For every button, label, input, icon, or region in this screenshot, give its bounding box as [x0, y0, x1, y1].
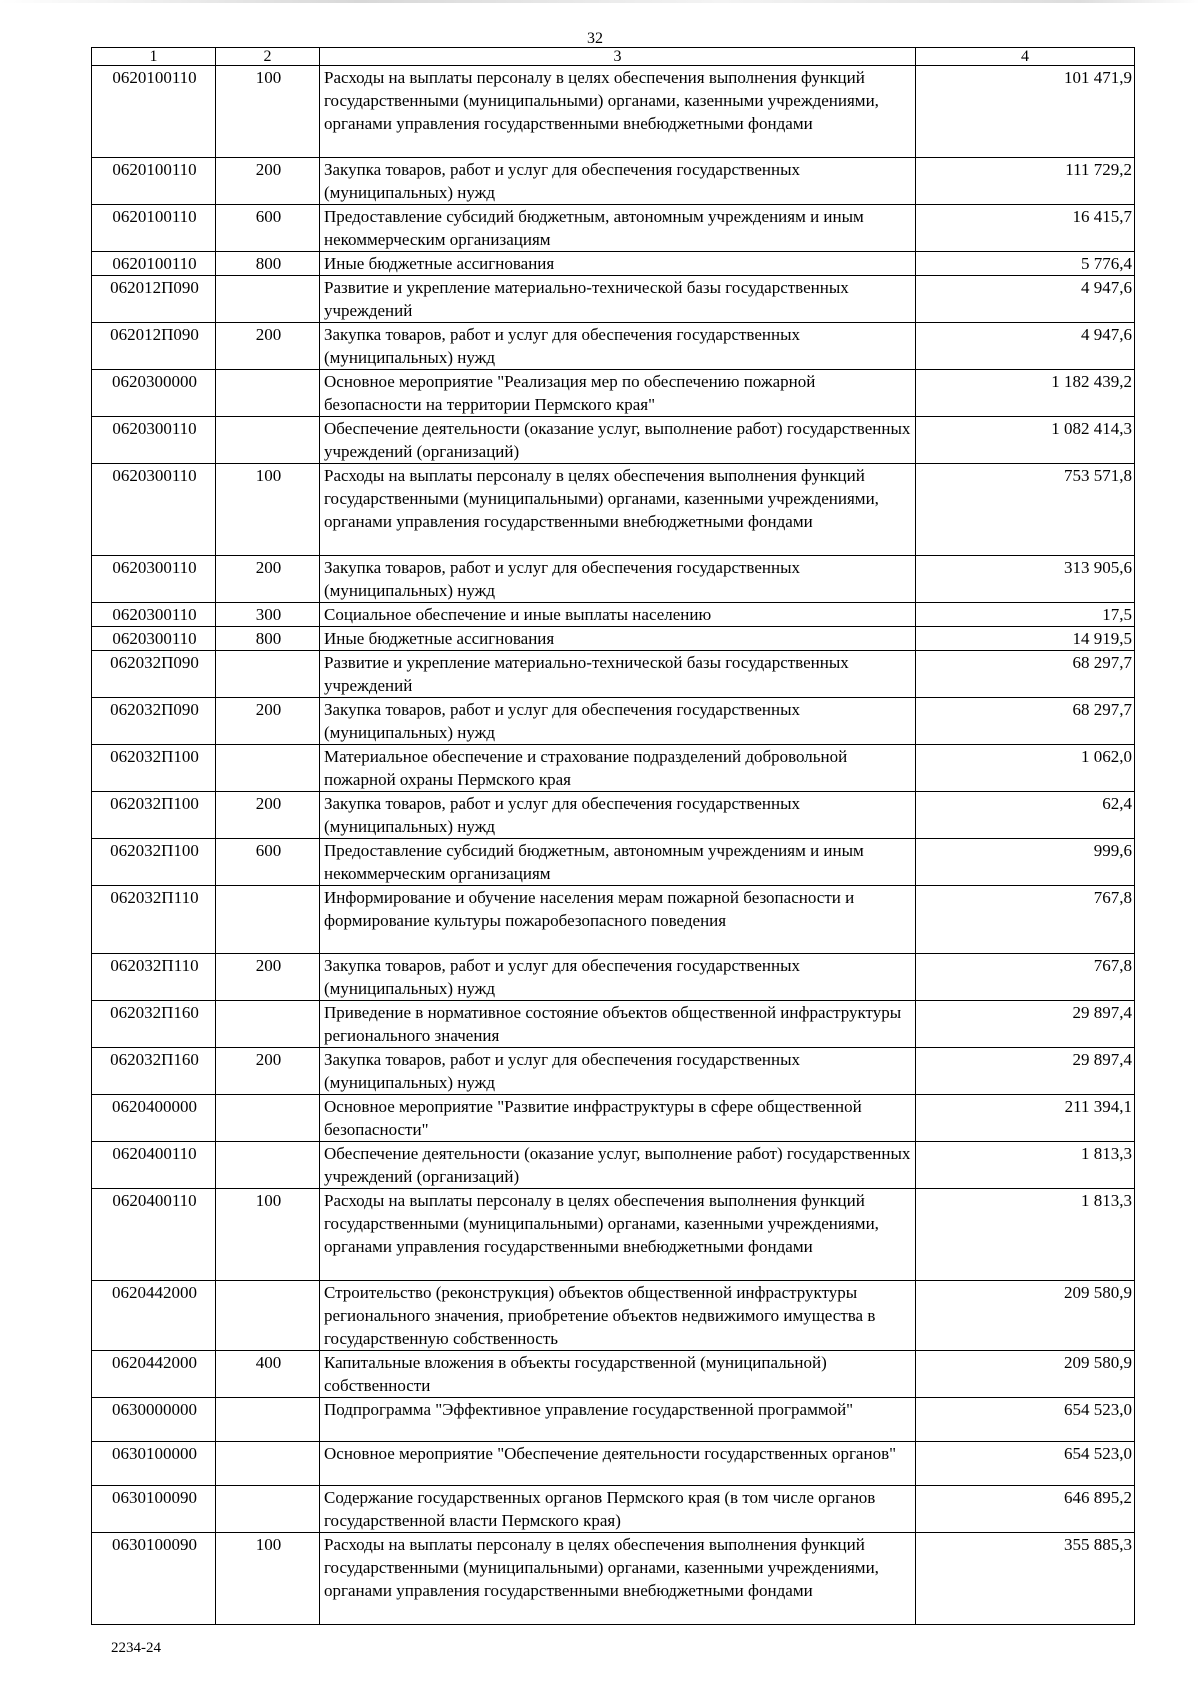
row-type: 600: [216, 205, 320, 252]
row-code: 062032П100: [92, 839, 216, 886]
row-type: 200: [216, 698, 320, 745]
table-row: [92, 627, 1135, 651]
table-row: [92, 1142, 1135, 1189]
row-amount: 654 523,0: [916, 1442, 1135, 1486]
row-description: Информирование и обучение населения мерам пожарной безопасности и формирование культуры пожаробезопасного поведения: [320, 886, 916, 954]
table-row: [92, 839, 1135, 886]
table-row: [92, 1281, 1135, 1351]
header-col-2: 2: [216, 48, 320, 66]
table-row: [92, 792, 1135, 839]
row-description: Расходы на выплаты персоналу в целях обеспечения выполнения функций государственными (муниципальными) органами, казенными учреждениями, органами управления государственными внебюджетными фондами: [320, 1189, 916, 1281]
row-description: Иные бюджетные ассигнования: [320, 627, 916, 651]
row-amount: 654 523,0: [916, 1398, 1135, 1442]
row-description: Социальное обеспечение и иные выплаты населению: [320, 603, 916, 627]
row-description: Расходы на выплаты персоналу в целях обеспечения выполнения функций государственными (муниципальными) органами, казенными учреждениями, органами управления государственными внебюджетными фондами: [320, 1533, 916, 1625]
row-description: Предоставление субсидий бюджетным, автономным учреждениям и иным некоммерческим организациям: [320, 205, 916, 252]
row-type: [216, 1398, 320, 1442]
row-description: Предоставление субсидий бюджетным, автономным учреждениям и иным некоммерческим организациям: [320, 839, 916, 886]
row-amount: 111 729,2: [916, 158, 1135, 205]
row-code: 062032П090: [92, 651, 216, 698]
row-description: Закупка товаров, работ и услуг для обеспечения государственных (муниципальных) нужд: [320, 323, 916, 370]
row-description: Обеспечение деятельности (оказание услуг, выполнение работ) государственных учреждений (организаций): [320, 1142, 916, 1189]
row-description: Строительство (реконструкция) объектов общественной инфраструктуры регионального значения, приобретение объектов недвижимого имущества в государственную собственность: [320, 1281, 916, 1351]
table-row: [92, 745, 1135, 792]
row-description: Материальное обеспечение и страхование подразделений добровольной пожарной охраны Пермского края: [320, 745, 916, 792]
row-type: 100: [216, 1533, 320, 1625]
row-description: Капитальные вложения в объекты государственной (муниципальной) собственности: [320, 1351, 916, 1398]
row-amount: 767,8: [916, 954, 1135, 1001]
row-type: 800: [216, 252, 320, 276]
row-amount: 355 885,3: [916, 1533, 1135, 1625]
row-type: 100: [216, 464, 320, 556]
row-type: [216, 1001, 320, 1048]
row-amount: 767,8: [916, 886, 1135, 954]
table-row: [92, 603, 1135, 627]
row-code: 0620300110: [92, 603, 216, 627]
row-amount: 62,4: [916, 792, 1135, 839]
row-description: Закупка товаров, работ и услуг для обеспечения государственных (муниципальных) нужд: [320, 556, 916, 603]
row-description: Закупка товаров, работ и услуг для обеспечения государственных (муниципальных) нужд: [320, 954, 916, 1001]
table-body: [92, 66, 1135, 1625]
row-code: 062032П110: [92, 954, 216, 1001]
row-code: 062032П160: [92, 1001, 216, 1048]
table-row: [92, 66, 1135, 158]
row-code: 0630100000: [92, 1442, 216, 1486]
page-number: 32: [587, 30, 603, 47]
table-row: [92, 417, 1135, 464]
table-row: [92, 556, 1135, 603]
row-amount: 999,6: [916, 839, 1135, 886]
row-amount: 16 415,7: [916, 205, 1135, 252]
row-amount: 313 905,6: [916, 556, 1135, 603]
row-description: Закупка товаров, работ и услуг для обеспечения государственных (муниципальных) нужд: [320, 158, 916, 205]
row-type: [216, 1486, 320, 1533]
header-col-1: 1: [92, 48, 216, 66]
header-col-3: 3: [320, 48, 916, 66]
row-code: 0620300110: [92, 556, 216, 603]
table-row: [92, 651, 1135, 698]
row-code: 0620300110: [92, 627, 216, 651]
row-type: [216, 886, 320, 954]
row-description: Закупка товаров, работ и услуг для обеспечения государственных (муниципальных) нужд: [320, 1048, 916, 1095]
row-type: [216, 1142, 320, 1189]
row-amount: 101 471,9: [916, 66, 1135, 158]
row-amount: 29 897,4: [916, 1048, 1135, 1095]
document-code: 2234-24: [111, 1640, 161, 1656]
row-code: 0620300110: [92, 464, 216, 556]
row-description: Подпрограмма "Эффективное управление государственной программой": [320, 1398, 916, 1442]
table-row: [92, 1398, 1135, 1442]
table-row: [92, 1486, 1135, 1533]
row-code: 0630100090: [92, 1533, 216, 1625]
row-code: 0620442000: [92, 1281, 216, 1351]
header-col-4: 4: [916, 48, 1135, 66]
row-code: 062032П090: [92, 698, 216, 745]
row-type: [216, 651, 320, 698]
row-code: 062012П090: [92, 323, 216, 370]
row-type: 200: [216, 792, 320, 839]
row-type: 100: [216, 66, 320, 158]
row-type: [216, 1281, 320, 1351]
row-code: 0620100110: [92, 205, 216, 252]
table-row: [92, 1533, 1135, 1625]
row-amount: 209 580,9: [916, 1351, 1135, 1398]
table-row: [92, 323, 1135, 370]
row-type: 200: [216, 323, 320, 370]
row-amount: 209 580,9: [916, 1281, 1135, 1351]
row-type: 200: [216, 1048, 320, 1095]
row-amount: 1 062,0: [916, 745, 1135, 792]
scan-edge: [0, 0, 1200, 3]
row-amount: 211 394,1: [916, 1095, 1135, 1142]
row-amount: 14 919,5: [916, 627, 1135, 651]
row-type: [216, 1442, 320, 1486]
row-amount: 17,5: [916, 603, 1135, 627]
row-type: 600: [216, 839, 320, 886]
row-code: 0620100110: [92, 252, 216, 276]
row-description: Основное мероприятие "Реализация мер по обеспечению пожарной безопасности на территории Пермского края": [320, 370, 916, 417]
row-code: 062032П100: [92, 792, 216, 839]
table-row: [92, 698, 1135, 745]
row-description: Закупка товаров, работ и услуг для обеспечения государственных (муниципальных) нужд: [320, 698, 916, 745]
table-row: [92, 954, 1135, 1001]
row-amount: 646 895,2: [916, 1486, 1135, 1533]
row-description: Приведение в нормативное состояние объектов общественной инфраструктуры регионального значения: [320, 1001, 916, 1048]
table-row: [92, 1442, 1135, 1486]
table-row: [92, 276, 1135, 323]
row-code: 0620442000: [92, 1351, 216, 1398]
row-type: 200: [216, 158, 320, 205]
header-row: [92, 48, 1135, 66]
row-amount: 5 776,4: [916, 252, 1135, 276]
table-row: [92, 1351, 1135, 1398]
table-row: [92, 1001, 1135, 1048]
row-amount: 4 947,6: [916, 323, 1135, 370]
row-code: 062032П160: [92, 1048, 216, 1095]
row-code: 062032П100: [92, 745, 216, 792]
row-amount: 1 813,3: [916, 1189, 1135, 1281]
table-row: [92, 370, 1135, 417]
row-code: 0620100110: [92, 158, 216, 205]
row-type: 800: [216, 627, 320, 651]
table-row: [92, 205, 1135, 252]
row-description: Основное мероприятие "Обеспечение деятельности государственных органов": [320, 1442, 916, 1486]
row-type: [216, 370, 320, 417]
row-code: 0620100110: [92, 66, 216, 158]
row-description: Закупка товаров, работ и услуг для обеспечения государственных (муниципальных) нужд: [320, 792, 916, 839]
row-amount: 4 947,6: [916, 276, 1135, 323]
row-type: 200: [216, 556, 320, 603]
row-code: 0630000000: [92, 1398, 216, 1442]
row-type: [216, 276, 320, 323]
row-code: 0620400110: [92, 1142, 216, 1189]
row-description: Развитие и укрепление материально-технической базы государственных учреждений: [320, 651, 916, 698]
row-amount: 1 182 439,2: [916, 370, 1135, 417]
row-code: 0620400000: [92, 1095, 216, 1142]
row-type: 200: [216, 954, 320, 1001]
row-type: [216, 745, 320, 792]
row-type: 400: [216, 1351, 320, 1398]
row-code: 0620300110: [92, 417, 216, 464]
row-amount: 1 813,3: [916, 1142, 1135, 1189]
table-row: [92, 158, 1135, 205]
row-amount: 68 297,7: [916, 698, 1135, 745]
row-code: 0620400110: [92, 1189, 216, 1281]
row-description: Расходы на выплаты персоналу в целях обеспечения выполнения функций государственными (муниципальными) органами, казенными учреждениями, органами управления государственными внебюджетными фондами: [320, 66, 916, 158]
row-amount: 753 571,8: [916, 464, 1135, 556]
row-amount: 68 297,7: [916, 651, 1135, 698]
row-description: Расходы на выплаты персоналу в целях обеспечения выполнения функций государственными (муниципальными) органами, казенными учреждениями, органами управления государственными внебюджетными фондами: [320, 464, 916, 556]
row-amount: 29 897,4: [916, 1001, 1135, 1048]
table-row: [92, 1095, 1135, 1142]
row-code: 0620300000: [92, 370, 216, 417]
table-row: [92, 886, 1135, 954]
row-description: Основное мероприятие "Развитие инфраструктуры в сфере общественной безопасности": [320, 1095, 916, 1142]
budget-table: [91, 47, 1135, 1625]
row-amount: 1 082 414,3: [916, 417, 1135, 464]
row-type: [216, 1095, 320, 1142]
row-description: Иные бюджетные ассигнования: [320, 252, 916, 276]
row-type: [216, 417, 320, 464]
row-code: 062032П110: [92, 886, 216, 954]
row-description: Развитие и укрепление материально-технической базы государственных учреждений: [320, 276, 916, 323]
row-description: Содержание государственных органов Пермского края (в том числе органов государственной власти Пермского края): [320, 1486, 916, 1533]
row-type: 100: [216, 1189, 320, 1281]
row-code: 062012П090: [92, 276, 216, 323]
table-row: [92, 464, 1135, 556]
row-code: 0630100090: [92, 1486, 216, 1533]
table-row: [92, 1048, 1135, 1095]
table-row: [92, 1189, 1135, 1281]
table-row: [92, 252, 1135, 276]
row-type: 300: [216, 603, 320, 627]
row-description: Обеспечение деятельности (оказание услуг, выполнение работ) государственных учреждений (организаций): [320, 417, 916, 464]
